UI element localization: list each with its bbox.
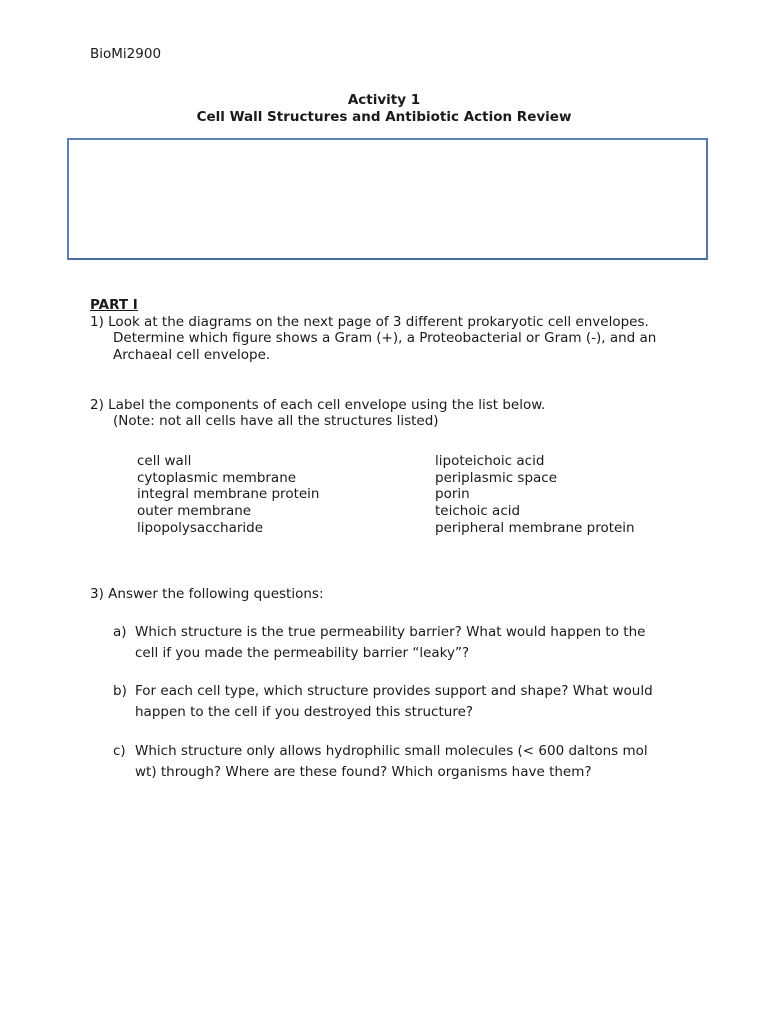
list-item: lipopolysaccharide	[137, 519, 264, 536]
component-list-right	[435, 453, 635, 537]
sub-question-text-line: cell if you made the permeability barrier “leaky”?	[135, 645, 470, 661]
list-item: cell wall	[137, 453, 192, 469]
answer-box[interactable]	[67, 138, 708, 260]
course-code: BioMi2900	[90, 46, 162, 62]
sub-question-letter: c)	[113, 743, 126, 759]
question-2-note: (Note: not all cells have all the structures listed)	[113, 413, 439, 429]
sub-question-text-line: Which structure is the true permeability barrier? What would happen to the	[135, 624, 646, 640]
sub-question-text-line: For each cell type, which structure provides support and shape? What would	[135, 683, 653, 699]
list-item: porin	[435, 486, 470, 503]
sub-question-letter: a)	[113, 624, 127, 640]
sub-question-text-line: happen to the cell if you destroyed this structure?	[135, 704, 474, 720]
question-3-intro: 3) Answer the following questions:	[90, 586, 324, 602]
list-item: outer membrane	[137, 503, 252, 520]
document-title	[0, 92, 768, 126]
title-line-subject: Cell Wall Structures and Antibiotic Action Review	[196, 109, 572, 125]
list-item: periplasmic space	[435, 469, 558, 486]
sub-question-text-line: Which structure only allows hydrophilic small molecules (< 600 daltons mol	[135, 743, 648, 759]
list-item: teichoic acid	[435, 503, 521, 520]
question-1-line-2: Determine which figure shows a Gram (+), a Proteobacterial or Gram (-), and an	[113, 330, 657, 346]
component-list-left	[137, 453, 319, 537]
list-item: lipoteichoic acid	[435, 453, 545, 469]
question-1-line-1: 1) Look at the diagrams on the next page of 3 different prokaryotic cell envelopes.	[90, 314, 649, 330]
question-1-line-3: Archaeal cell envelope.	[113, 347, 271, 363]
question-2-line-1: 2) Label the components of each cell envelope using the list below.	[90, 397, 546, 413]
part-heading: PART I	[90, 297, 138, 313]
sub-question-text-line: wt) through? Where are these found? Which organisms have them?	[135, 764, 592, 780]
list-item: cytoplasmic membrane	[137, 469, 297, 486]
list-item: integral membrane protein	[137, 486, 320, 503]
list-item: peripheral membrane protein	[435, 519, 635, 536]
sub-question-letter: b)	[113, 683, 127, 699]
title-line-activity: Activity 1	[347, 92, 421, 108]
